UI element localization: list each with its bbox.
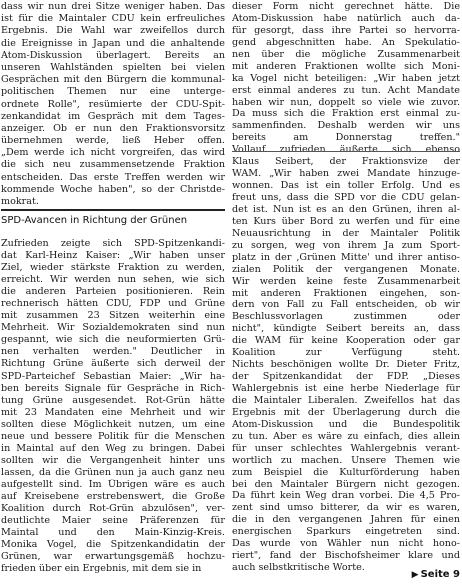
text-line: Wahlergebnis ist eine herbe Niederlage für	[232, 383, 460, 394]
continued-on-page-link[interactable]	[412, 569, 460, 580]
text-line: Grünen, war erwartungsgemäß hochzu-	[1, 551, 225, 563]
text-line: Da führt kein Weg dran vorbei. Die 4,5 Pro-	[232, 490, 460, 502]
text-line: ist für die Maintaler CDU kein erfreuliches	[1, 13, 225, 25]
text-line: Koalition durch Rot-Grün abzulösen", ver-	[1, 503, 225, 515]
section-heading: SPD-Avancen in Richtung der Grünen	[1, 215, 188, 226]
text-line: haben wir nun, doppelt so viele wie zuvor.	[232, 96, 460, 108]
text-line: zenkandidat im Gespräch mit dem Tages-	[1, 110, 225, 122]
text-line: in Maintal auf den Weg zu bringen. Dabei	[1, 442, 225, 454]
section-heading-box	[1, 209, 225, 227]
text-line: „Dem werde ich nicht vorgreifen, das wird	[1, 147, 225, 159]
text-line: Beschlussvorlagen zustimmen oder	[232, 311, 460, 323]
text-line: det ist. Nun ist es an den Grünen, ihren al-	[232, 203, 460, 215]
text-line: nicht", kündigte Seibert bereits an, dass	[232, 323, 460, 335]
text-line: ten Kurs über Bord zu werfen und für eine	[232, 215, 460, 227]
text-line: Zufrieden zeigte sich SPD-Spitzenkandi-	[1, 238, 225, 249]
text-line: dieser Form nicht gerechnet hätte. Die	[232, 1, 460, 12]
text-line: energischen Sparkurs eingetreten sind.	[232, 526, 460, 538]
text-line: ben bereits Signale für Gespräche in Rich-	[1, 382, 225, 394]
text-line: Maintal und den Main-Kinzig-Kreis.	[1, 527, 225, 539]
text-line: übernehmen werde, ließ Heber offen.	[1, 135, 225, 147]
text-line: die WAM für keine Kooperation oder gar	[232, 335, 460, 347]
text-line: die anderen Parteien positionieren. Rein	[1, 286, 225, 298]
arrow-right-icon: ▶	[411, 570, 419, 580]
right-column-text	[232, 1, 460, 574]
text-line: Klaus Seibert, der Fraktionsvize der	[232, 156, 460, 168]
text-line: mit zusammen 23 Sitzen weiterhin eine	[1, 310, 225, 322]
text-line: mit 23 Mandaten eine Mehrheit und wir	[1, 406, 225, 418]
text-line: zialen Politik der vergangenen Monate.	[232, 263, 460, 275]
text-line: Atom-Diskussion und die Bundespolitik	[232, 418, 460, 430]
text-line: politischen Themen nur eine unterge-	[1, 86, 225, 98]
text-line: platz in der ,Grünen Mitte' und ihrer antiso-	[232, 251, 460, 263]
text-line: tung Grüne ausgesendet. Rot-Grün hätte	[1, 394, 225, 406]
text-line: die Ereignisse in Japan und die anhaltende	[1, 37, 225, 49]
text-line: wortlich zu machen. Unsere Themen wie	[232, 454, 460, 466]
text-line: Nichts beschönigen wollte Dr. Dieter Fritz,	[232, 359, 460, 371]
text-line: die sich neu zusammensetzende Fraktion	[1, 159, 225, 171]
text-line: Ergebnis. Die Wahl war zweifellos durch	[1, 25, 225, 37]
text-line: freut uns, dass die SPD vor die CDU gelan-	[232, 192, 460, 203]
text-line: Da muss sich die Fraktion erst einmal zu-	[232, 108, 460, 120]
text-line: aufgestellt sind. Im Übrigen wäre es auch	[1, 478, 225, 490]
text-line: gend abgeschnitten habe. An Spekulatio-	[232, 36, 460, 48]
text-line: entscheiden. Das erste Treffen werden wir	[1, 171, 225, 183]
text-line: mokrat.	[1, 196, 39, 207]
text-line: zu sorgen, weg von ihrem Ja zum Sport-	[232, 239, 460, 251]
text-line: auch selbstkritische Worte.	[232, 562, 365, 574]
text-line: bei den Maintaler Bürgern nicht gezogen.	[232, 478, 460, 490]
text-line: dass wir nun drei Sitze weniger haben. Das	[1, 1, 225, 12]
text-line: zent sind umso bitterer, da wir es waren,	[232, 502, 460, 514]
text-line: erst einmal anderes zu tun. Acht Mandate	[232, 84, 460, 96]
text-line: Monika Vogel, die Spitzenkandidatin der	[1, 539, 225, 551]
text-line: wonnen. Das ist ein toller Erfolg. Und es	[232, 180, 460, 192]
text-line: sollten diese Möglichkeit nutzen, um eine	[1, 418, 225, 430]
text-line: mit anderen Fraktionen wollte sich Moni-	[232, 60, 460, 72]
text-line: mit anderen Fraktionen eingehen, son-	[232, 287, 460, 299]
text-line: zu tun. Aber es wäre zu einfach, dies allein	[232, 430, 460, 442]
text-line: auf Kreisebene erstrebenswert, die Große	[1, 490, 225, 502]
text-line: gespannt, wie sich die neuformierten Grü-	[1, 334, 225, 346]
text-line: Richtung Grüne äußerte sich derweil der	[1, 358, 225, 370]
page-ref-label: Seite 9	[420, 569, 460, 580]
text-line: dern von Fall zu Fall entscheiden, ob wir	[232, 299, 460, 311]
text-line: ordnete Rolle", resümierte der CDU-Spit-	[1, 98, 225, 110]
text-line: erreicht. Wir werden nun sehen, wie sich	[1, 274, 225, 286]
text-line: kommende Woche haben", so der Christde-	[1, 183, 225, 195]
text-line: rechnerisch hätten CDU, FDP und Grüne	[1, 298, 225, 310]
text-line: Ergebnis mit der Überlagerung durch die	[232, 406, 460, 418]
text-line: sammenfinden. Deshalb werden wir uns	[232, 120, 460, 132]
left-column-bottom-text	[1, 238, 225, 575]
text-line: für gesorgt, dass ihre Partei so hervorra-	[232, 24, 460, 36]
text-line: dat Karl-Heinz Kaiser: „Wir haben unser	[1, 250, 225, 262]
text-line: deutlichte Maier seine Präferenzen für	[1, 515, 225, 527]
text-line: riert", fand der Bischofsheimer klare und	[232, 550, 460, 562]
text-line: frieden über ein Ergebnis, mit dem sie in	[1, 563, 202, 575]
text-line: Ziel, wieder stärkste Fraktion zu werden,	[1, 262, 225, 274]
text-line: Das wurde von Wähler nun nicht hono-	[232, 538, 460, 550]
text-line: unseren Wahlständen spielten bei vielen	[1, 61, 225, 73]
text-line: Atom-Diskussion habe natürlich auch da-	[232, 12, 460, 24]
text-line: ka Vogel nicht beteiligen: „Wir haben jetzt	[232, 72, 460, 84]
text-line: Gesprächen mit den Bürgern die kommunal-	[1, 74, 225, 86]
text-line: WAM. „Wir haben zwei Mandate hinzuge-	[232, 168, 460, 180]
text-line: bereits am Donnerstag treffen."	[232, 132, 460, 144]
text-line: nen über die mögliche Zusammenarbeit	[232, 48, 460, 60]
text-line: lassen, da die Grünen nun ja auch ganz neu	[1, 466, 225, 478]
text-line: Mehrheit. Wir Sozialdemokraten sind nun	[1, 322, 225, 334]
left-column-top-text	[1, 1, 225, 208]
text-line: anzeiger. Ob er nun den Fraktionsvorsitz	[1, 122, 225, 134]
text-line: Atom-Diskussion überlagert. Bereits an	[1, 49, 225, 61]
text-line: nen verhalten werden." Deutlicher in	[1, 346, 225, 358]
text-line: SPD-Parteichef Sebastian Maier: „Wir ha-	[1, 370, 225, 382]
text-line: zum Beispiel die Kulturförderung haben	[232, 466, 460, 478]
text-line: für unser schlechtes Wahlergebnis verant-	[232, 442, 460, 454]
text-line: die Maintaler Liberalen. Zweifellos hat das	[232, 394, 460, 406]
text-line: Neuausrichtung in der Maintaler Politik	[232, 227, 460, 239]
text-line: der Spitzenkandidat der FDP. „Dieses	[232, 371, 460, 383]
text-line: sollten wir die Vergangenheit hinter uns	[1, 454, 225, 466]
text-line: die in den vergangenen Jahren für einen	[232, 514, 460, 526]
text-line: Vollauf zufrieden äußerte sich ebenso	[232, 144, 460, 156]
text-line: Wir werden keine feste Zusammenarbeit	[232, 275, 460, 287]
text-line: neue und bessere Politik für die Menschen	[1, 430, 225, 442]
text-line: Koalition zur Verfügung steht.	[232, 347, 460, 359]
